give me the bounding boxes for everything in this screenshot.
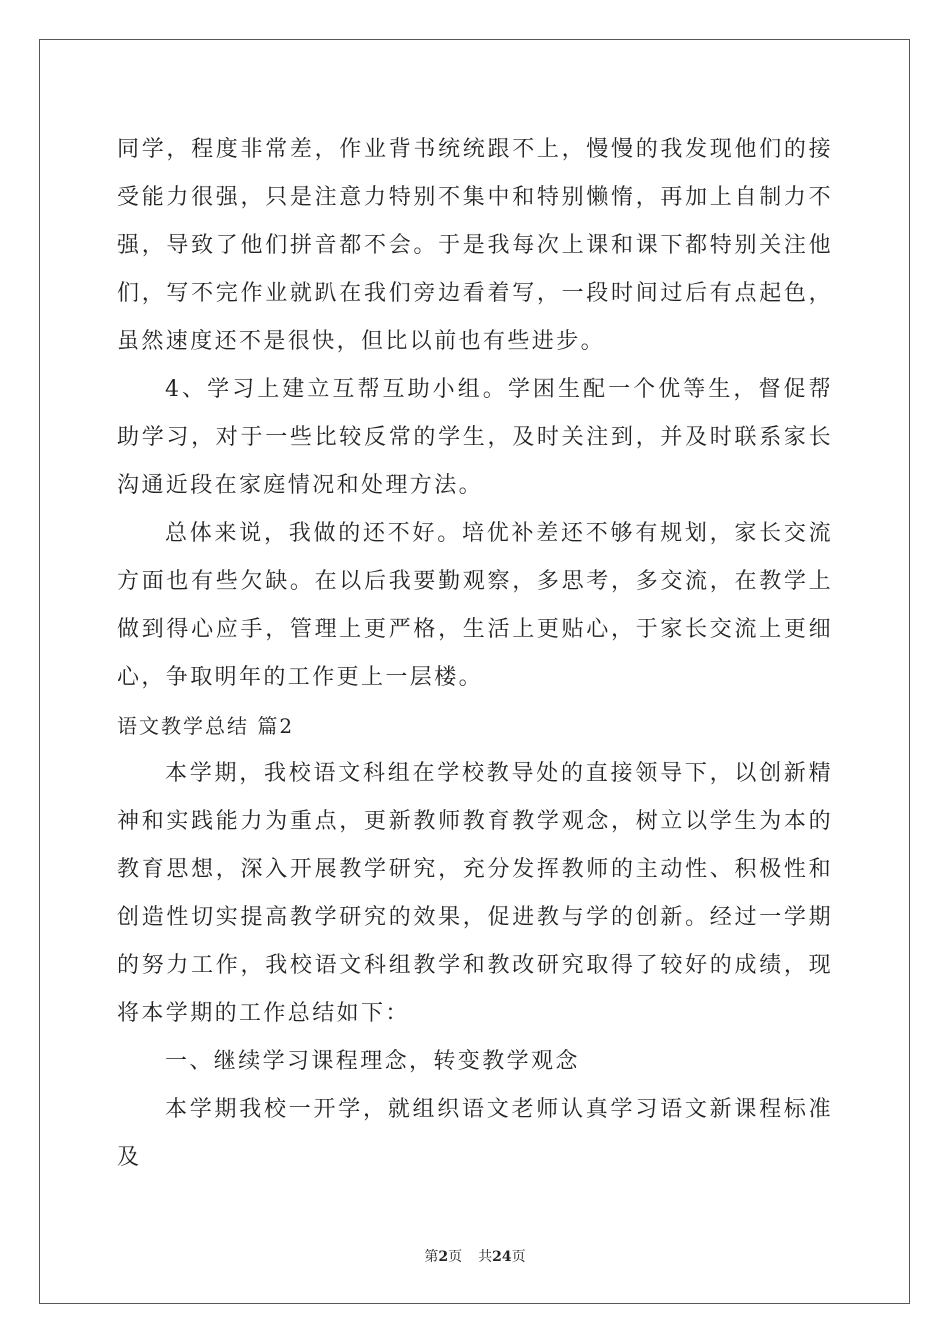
page-suffix: 页 <box>448 1249 463 1265</box>
page-prefix: 第 <box>424 1249 439 1265</box>
paragraph-curriculum: 本学期我校一开学，就组织语文老师认真学习语文新课程标准及 <box>117 1097 833 1170</box>
paragraph-intro: 本学期，我校语文科组在学校教导处的直接领导下，以创新精神和实践能力为重点，更新教师教育教学观念，树立以学生为本的教育思想，深入开展教学研究，充分发挥教师的主动性、积极性和创造性切实提高教学研究的效果，促进教与学的创新。经过一学期的努力工作，我校语文科组教学和教改研究取得了较好的成绩，现将本学期的工作总结如下： <box>117 761 833 1026</box>
paragraph-summary: 总体来说，我做的还不好。培优补差还不够有规划，家长交流方面也有些欠缺。在以后我要勤观察，多思考，多交流，在教学上做到得心应手，管理上更严格，生活上更贴心，于家长交流上更细心，争取明年的工作更上一层楼。 <box>117 521 833 690</box>
paragraph-continuation: 同学，程度非常差，作业背书统统跟不上，慢慢的我发现他们的接受能力很强，只是注意力特别不集中和特别懒惰，再加上自制力不强，导致了他们拼音都不会。于是我每次上课和课下都特别关注他们，写不完作业就趴在我们旁边看着写，一段时间过后有点起色，虽然速度还不是很快，但比以前也有些进步。 <box>117 137 833 354</box>
paragraph-study-groups: 4、学习上建立互帮互助小组。学困生配一个优等生，督促帮助学习，对于一些比较反常的学生，及时关注到，并及时联系家长沟通近段在家庭情况和处理方法。 <box>117 377 833 498</box>
page-number: 2 <box>438 1249 449 1265</box>
document-body <box>117 126 833 1182</box>
total-suffix: 页 <box>511 1249 526 1265</box>
section-heading: 语文教学总结 篇2 <box>117 714 295 738</box>
page-footer <box>0 1246 950 1266</box>
total-prefix: 共 <box>478 1249 493 1265</box>
total-pages: 24 <box>492 1249 512 1265</box>
subheading-curriculum: 一、继续学习课程理念，转变教学观念 <box>165 1049 580 1074</box>
